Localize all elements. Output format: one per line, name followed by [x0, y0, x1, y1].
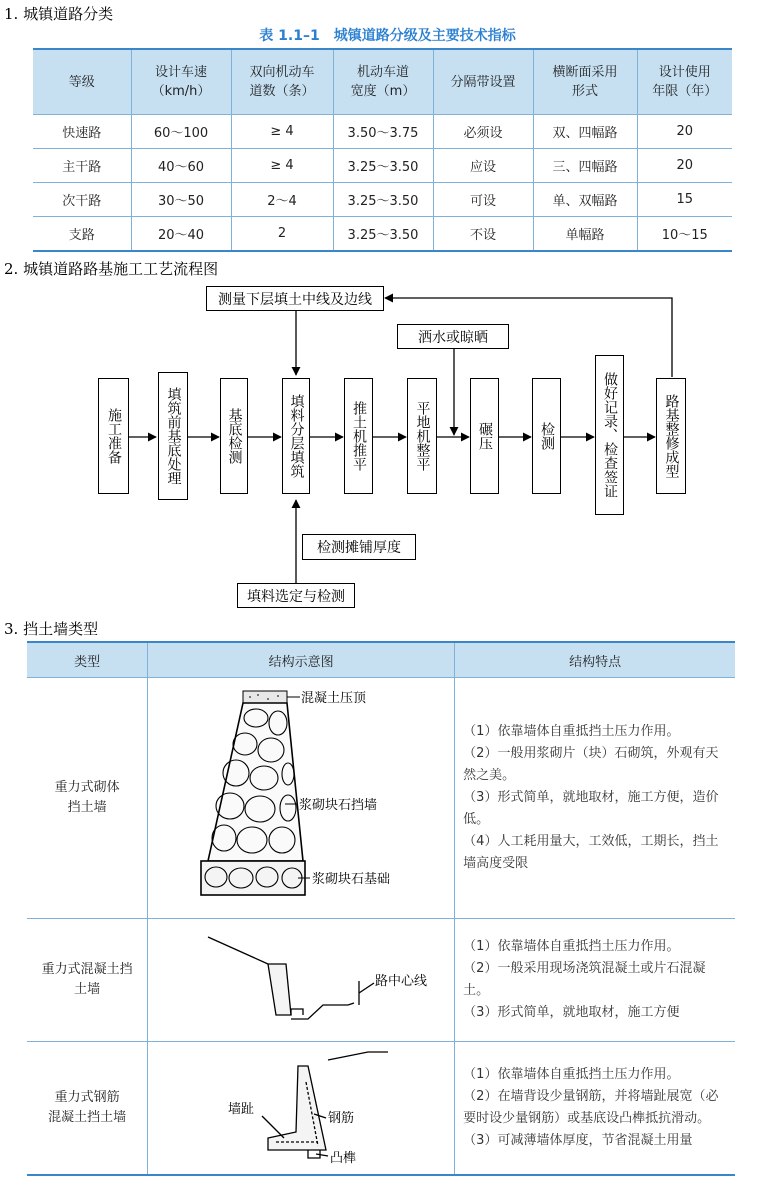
diagram-label: 浆砌块石基础 [312, 872, 391, 887]
table-cell: 应设 [433, 149, 533, 183]
table-cell: ≥ 4 [231, 149, 333, 183]
table-cell: 20 [637, 115, 732, 149]
survey-centerline-box: 测量下层填土中线及边线 [206, 286, 384, 311]
flow-step: 施工准备 [98, 378, 129, 494]
th-lane-width: 机动车道 宽度（m） [333, 49, 433, 115]
flow-step: 填筑前基底处理 [158, 372, 188, 500]
rc-wall-diagram [148, 1042, 454, 1174]
table-cell: 30～50 [131, 183, 231, 217]
table-cell: 15 [637, 183, 732, 217]
diagram-label: 浆砌块石挡墙 [299, 798, 378, 813]
diagram-label: 凸榫 [330, 1151, 357, 1166]
flow-step: 碾压 [470, 378, 499, 494]
table-cell: 60～100 [131, 115, 231, 149]
th-type: 类型 [27, 642, 148, 678]
th-cross-section: 横断面采用 形式 [533, 49, 637, 115]
table-cell: 3.25～3.50 [333, 217, 433, 252]
table-cell: 2 [231, 217, 333, 252]
table-cell: 可设 [433, 183, 533, 217]
table-row [27, 919, 735, 1042]
th-lanes: 双向机动车 道数（条） [231, 49, 333, 115]
flow-step: 平地机整平 [407, 378, 437, 494]
th-design-life: 设计使用 年限（年） [637, 49, 732, 115]
table-cell: 20 [637, 149, 732, 183]
table-cell: 3.25～3.50 [333, 149, 433, 183]
table-row [27, 678, 735, 919]
table-cell: 40～60 [131, 149, 231, 183]
fill-selection-box: 填料选定与检测 [237, 583, 355, 608]
table-cell: 快速路 [33, 115, 131, 149]
table-cell: 支路 [33, 217, 131, 252]
flow-step: 检测 [532, 378, 561, 494]
flow-step: 做好记录、检查签证 [595, 355, 624, 515]
diagram-cell [148, 678, 455, 919]
wall-features: （1）依靠墙体自重抵挡土压力作用。 （2）在墙背设少量钢筋，并将墙趾展宽（必要时设少量钢筋）或基底设凸榫抵抗滑动。 （3）可减薄墙体厚度，节省混凝土用量 [455, 1042, 735, 1176]
table-cell: 单、双幅路 [533, 183, 637, 217]
table-cell: 20～40 [131, 217, 231, 252]
th-divider: 分隔带设置 [433, 49, 533, 115]
watering-box: 洒水或晾晒 [397, 324, 509, 349]
flow-step: 路基整修成型 [656, 378, 686, 494]
diagram-cell [148, 919, 455, 1042]
diagram-label: 路中心线 [375, 974, 428, 989]
table-cell: 双、四幅路 [533, 115, 637, 149]
table-cell: 3.50～3.75 [333, 115, 433, 149]
table-cell: 主干路 [33, 149, 131, 183]
diagram-label: 钢筋 [328, 1111, 355, 1126]
wall-features: （1）依靠墙体自重抵挡土压力作用。 （2）一般用浆砌片（块）石砌筑，外观有天然之美。 （3）形式简单，就地取材，施工方便，造价低。 （4）人工耗用量大，工效低，工期长，挡土墙高度受限 [455, 678, 735, 919]
table-cell: 2～4 [231, 183, 333, 217]
diagram-label: 混凝土压顶 [301, 691, 367, 706]
flow-step: 填料分层填筑 [282, 378, 310, 494]
th-features: 结构特点 [455, 642, 735, 678]
wall-type: 重力式钢筋 混凝土挡土墙 [27, 1042, 148, 1176]
table-cell: 三、四幅路 [533, 149, 637, 183]
th-grade: 等级 [33, 49, 131, 115]
wall-type: 重力式砌体 挡土墙 [27, 678, 148, 919]
retaining-wall-table [27, 641, 735, 1176]
section1-title: 1. 城镇道路分类 [4, 5, 114, 23]
table1-caption: 表 1.1–1 城镇道路分级及主要技术指标 [259, 28, 516, 44]
table-cell: 必须设 [433, 115, 533, 149]
table-cell: 单幅路 [533, 217, 637, 252]
table-cell: ≥ 4 [231, 115, 333, 149]
th-speed: 设计车速 （km/h） [131, 49, 231, 115]
table3-header-row [27, 642, 735, 678]
section3-title: 3. 挡土墙类型 [4, 620, 99, 638]
diagram-label: 墙趾 [228, 1102, 255, 1117]
wall-type: 重力式混凝土挡 土墙 [27, 919, 148, 1042]
flow-step: 推土机推平 [344, 378, 373, 494]
th-diagram: 结构示意图 [148, 642, 455, 678]
wall-features: （1）依靠墙体自重抵挡土压力作用。 （2）一般采用现场浇筑混凝土或片石混凝土。 （3）形式简单，就地取材，施工方便 [455, 919, 735, 1042]
concrete-wall-diagram [148, 919, 454, 1041]
table-cell: 不设 [433, 217, 533, 252]
table-cell: 3.25～3.50 [333, 183, 433, 217]
masonry-wall-diagram [148, 678, 454, 918]
table-row [27, 1042, 735, 1176]
section2-title: 2. 城镇道路路基施工工艺流程图 [4, 260, 219, 278]
table-cell: 次干路 [33, 183, 131, 217]
diagram-cell [148, 1042, 455, 1176]
table-cell: 10～15 [637, 217, 732, 252]
flow-step: 基底检测 [220, 378, 248, 494]
thickness-check-box: 检测摊铺厚度 [302, 534, 416, 560]
